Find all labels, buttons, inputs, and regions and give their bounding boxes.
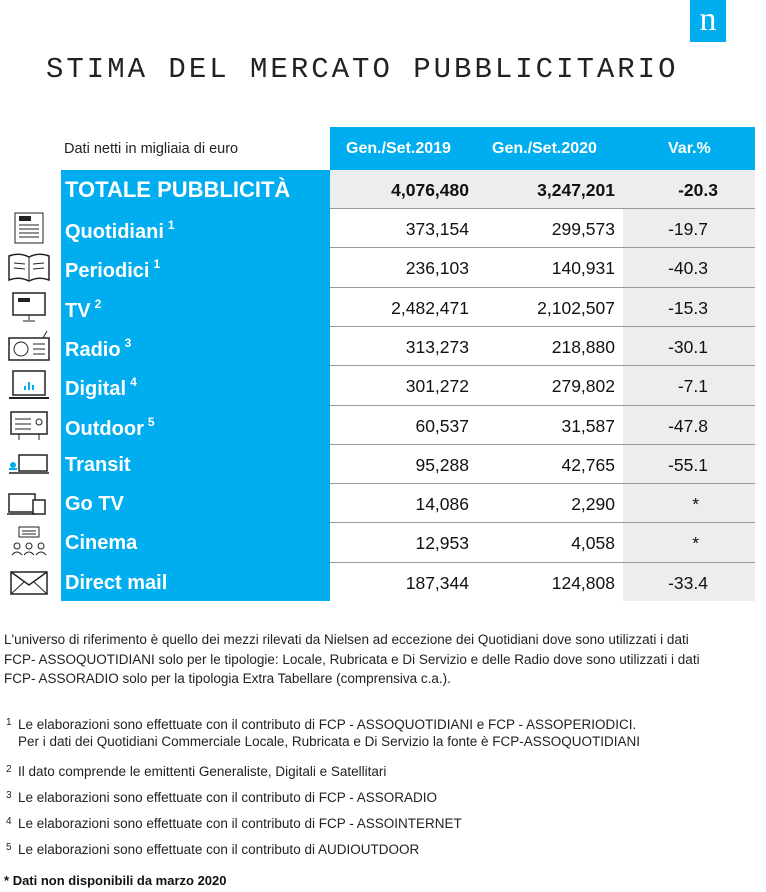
footnote-text: Il dato comprende le emittenti Generaliste, Digitali e Satellitari xyxy=(18,764,387,779)
cell-v2020-direct-mail: 124,808 xyxy=(551,572,615,593)
row-divider xyxy=(330,444,755,445)
cell-v2019-tv: 2,482,471 xyxy=(391,297,469,318)
row-divider xyxy=(330,365,755,366)
footnote-text: Per i dati dei Quotidiani Commerciale Locale, Rubricata e Di Servizio la fonte è FCP-ASSOQUOTIDIANI xyxy=(18,734,640,749)
cell-v2019-outdoor: 60,537 xyxy=(415,415,469,436)
row-divider xyxy=(330,522,755,523)
page-title: STIMA DEL MERCATO PUBBLICITARIO xyxy=(46,53,679,86)
units-subtitle: Dati netti in migliaia di euro xyxy=(64,141,239,157)
cell-v2019-direct-mail: 187,344 xyxy=(405,572,469,593)
row-label-periodici xyxy=(65,257,160,283)
tv-icon xyxy=(5,290,53,324)
footnote-1 xyxy=(6,713,636,734)
row-label-tv xyxy=(65,297,101,323)
newspaper-icon xyxy=(5,211,53,245)
footnote-mark: 4 xyxy=(6,816,12,827)
cell-v2020-transit: 42,765 xyxy=(561,454,615,475)
footnote-ref: 4 xyxy=(130,375,137,390)
bus-icon xyxy=(5,447,53,481)
billboard-icon xyxy=(5,408,53,442)
universe-note-line: FCP- ASSORADIO solo per la tipologia Extra Tabellare (comprensiva c.a.). xyxy=(4,671,451,686)
media-name: TV xyxy=(65,299,91,322)
row-divider xyxy=(330,562,755,563)
cell-var-go-tv: * xyxy=(692,494,699,515)
cell-v2019-digital: 301,272 xyxy=(405,376,469,397)
cell-var-periodici: -40.3 xyxy=(668,258,708,279)
cell-v2020-quotidiani: 299,573 xyxy=(551,219,615,239)
cell-v2019-go-tv: 14,086 xyxy=(415,494,469,515)
cell-v2020-tv: 2,102,507 xyxy=(537,297,615,318)
universe-note-line: FCP- ASSOQUOTIDIANI solo per le tipologie: Locale, Rubricata e Di Servizio e delle Radio dove sono utilizzati i dati xyxy=(4,651,700,667)
footnote-mark: 5 xyxy=(6,842,12,853)
universe-note-line: L'universo di riferimento è quello dei mezzi rilevati da Nielsen ad eccezione dei Quotidiani dove sono utilizzati i dati xyxy=(4,632,689,647)
footnote-ref: 1 xyxy=(167,218,175,232)
laptop-icon xyxy=(5,368,53,402)
footnote-text: Le elaborazioni sono effettuate con il contributo di AUDIOUTDOOR xyxy=(18,842,420,857)
row-label-outdoor xyxy=(65,415,155,441)
footnote-ref: 2 xyxy=(94,296,102,311)
footnote-4 xyxy=(6,812,462,833)
row-divider xyxy=(330,287,755,288)
row-label-radio xyxy=(65,336,131,362)
cell-var-direct-mail: -33.4 xyxy=(668,572,708,593)
asterisk-note: * Dati non disponibili da marzo 2020 xyxy=(4,873,227,888)
media-name: Digital xyxy=(65,378,127,401)
envelope-icon xyxy=(5,565,53,599)
row-divider xyxy=(330,326,755,327)
row-label-direct-mail xyxy=(65,572,167,595)
header-2020: Gen./Set.2020 xyxy=(492,140,597,157)
cell-v2019-quotidiani: 373,154 xyxy=(405,219,469,239)
cell-var-outdoor: -47.8 xyxy=(668,415,708,436)
footnote-ref: 1 xyxy=(153,257,161,272)
row-divider xyxy=(330,483,755,484)
cell-v2019-periodici: 236,103 xyxy=(405,258,469,279)
cell-v2020-radio: 218,880 xyxy=(551,336,615,357)
header-var: Var.% xyxy=(668,140,711,157)
footnote-5 xyxy=(6,838,419,859)
cell-var-digital: -7.1 xyxy=(677,376,708,397)
media-name: Radio xyxy=(65,338,121,361)
footnote-3 xyxy=(6,786,437,807)
row-label-cinema xyxy=(65,532,137,555)
footnote-text: Le elaborazioni sono effettuate con il contributo di FCP - ASSORADIO xyxy=(18,790,437,805)
cinema-icon xyxy=(5,525,53,559)
cell-v2020-outdoor: 31,587 xyxy=(561,415,615,436)
header-2019: Gen./Set.2019 xyxy=(346,140,451,157)
cell-var-quotidiani: -19.7 xyxy=(668,219,708,239)
media-name: Direct mail xyxy=(65,571,168,594)
row-label-digital xyxy=(65,375,137,401)
footnote-1 xyxy=(6,732,640,751)
footnote-mark: 2 xyxy=(6,764,12,775)
media-name: Cinema xyxy=(65,532,138,555)
media-name: Go TV xyxy=(65,493,124,516)
cell-var-radio: -30.1 xyxy=(668,336,708,357)
total-2019: 4,076,480 xyxy=(391,180,469,200)
row-label-quotidiani xyxy=(65,218,175,244)
row-divider xyxy=(330,208,755,209)
media-name: Transit xyxy=(65,453,131,476)
radio-icon xyxy=(5,329,53,363)
nielsen-logo: n xyxy=(690,0,726,42)
devices-icon xyxy=(5,486,53,520)
cell-var-tv: -15.3 xyxy=(668,297,708,318)
footnote-mark: 3 xyxy=(6,790,12,801)
footnote-2 xyxy=(6,760,386,781)
cell-v2019-transit: 95,288 xyxy=(415,454,469,475)
row-divider xyxy=(330,247,755,248)
media-name: Outdoor xyxy=(65,417,144,440)
cell-var-cinema: * xyxy=(692,533,699,554)
footnote-ref: 3 xyxy=(124,335,132,350)
total-var: -20.3 xyxy=(678,180,718,200)
cell-v2019-radio: 313,273 xyxy=(405,336,469,357)
cell-v2020-periodici: 140,931 xyxy=(551,258,615,279)
row-divider xyxy=(330,405,755,406)
row-label-go-tv xyxy=(65,493,124,516)
media-name: Quotidiani xyxy=(65,221,164,243)
cell-v2020-cinema: 4,058 xyxy=(571,533,615,554)
cell-v2019-cinema: 12,953 xyxy=(415,533,469,554)
cell-v2020-go-tv: 2,290 xyxy=(571,494,615,515)
media-name: Periodici xyxy=(65,260,150,283)
footnote-text: Le elaborazioni sono effettuate con il contributo di FCP - ASSOINTERNET xyxy=(18,816,462,831)
total-label: TOTALE PUBBLICITÀ xyxy=(65,177,291,202)
footnote-text: Le elaborazioni sono effettuate con il contributo di FCP - ASSOQUOTIDIANI e FCP - ASSOPERIODICI. xyxy=(18,717,637,732)
magazine-icon xyxy=(5,250,53,284)
row-label-transit xyxy=(65,454,131,477)
footnote-ref: 5 xyxy=(147,414,155,429)
cell-v2020-digital: 279,802 xyxy=(551,376,615,397)
total-2020: 3,247,201 xyxy=(537,180,615,200)
cell-var-transit: -55.1 xyxy=(668,454,708,475)
footnote-mark: 1 xyxy=(6,717,12,728)
